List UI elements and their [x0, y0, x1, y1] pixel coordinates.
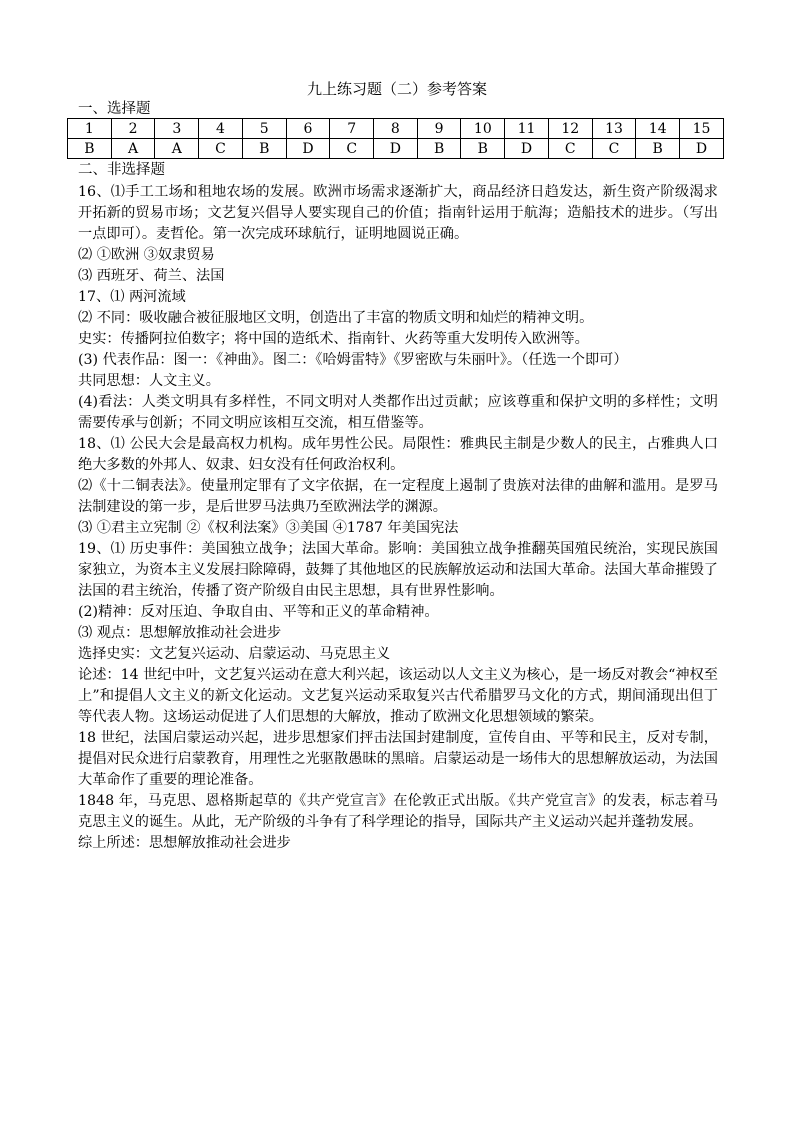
answer-cell: C	[592, 139, 636, 159]
answer-cell: B	[636, 139, 680, 159]
question-number-cell: 9	[417, 119, 461, 139]
answer-paragraph: ⑵ ①欧洲 ③奴隶贸易	[78, 247, 215, 263]
answer-cell: D	[680, 139, 724, 159]
question-number-cell: 2	[111, 119, 155, 139]
answer-cell: D	[374, 139, 418, 159]
answer-paragraph: 18、⑴ 公民大会是最高权力机构。成年男性公民。局限性：雅典民主制是少数人的民主，占雅典人口绝大多数的外邦人、奴隶、妇女没有任何政治权利。	[78, 436, 718, 473]
answer-paragraph: 综上所述：思想解放推动社会进步	[78, 835, 291, 851]
answer-paragraph: 史实：传播阿拉伯数字；将中国的造纸术、指南针、火药等重大发明传入欧洲等。	[78, 331, 589, 347]
answer-paragraph: 18 世纪，法国启蒙运动兴起，进步思想家们抨击法国封建制度，宣传自由、平等和民主，反对专制，提倡对民众进行启蒙教育，用理性之光驱散愚昧的黑暗。启蒙运动是一场伟大的思想解放运动，为法国大革命作了重要的理论准备。	[78, 730, 718, 788]
page-title: 九上练习题（二）参考答案	[306, 80, 487, 98]
question-number-cell: 14	[636, 119, 680, 139]
question-number-cell: 15	[680, 119, 724, 139]
answer-paragraph: 17、⑴ 两河流域	[78, 289, 186, 305]
answer-cell: C	[199, 139, 243, 159]
answer-cell: A	[111, 139, 155, 159]
answer-paragraph: 1848 年，马克思、恩格斯起草的《共产党宣言》在伦敦正式出版。《共产党宣言》的发表，标志着马克思主义的诞生。从此，无产阶级的斗争有了科学理论的指导，国际共产主义运动兴起并蓬勃发展。	[78, 793, 718, 830]
answer-paragraph: (2)精神：反对压迫、争取自由、平等和正义的革命精神。	[78, 604, 439, 620]
answer-paragraph: ⑶ 西班牙、荷兰、法国	[78, 268, 225, 284]
question-number-cell: 5	[242, 119, 286, 139]
answer-table	[67, 118, 724, 159]
answer-cell: C	[548, 139, 592, 159]
question-number-cell: 3	[155, 119, 199, 139]
answer-paragraph: 16、⑴手工工场和租地农场的发展。欧洲市场需求逐渐扩大，商品经济日趋发达，新生资产阶级渴求开拓新的贸易市场；文艺复兴倡导人要实现自己的价值；指南针运用于航海；造船技术的进步。（写出一点即可）。麦哲伦。第一次完成环球航行，证明地圆说正确。	[78, 184, 718, 242]
question-number-cell: 13	[592, 119, 636, 139]
answer-paragraph: 论述：14 世纪中叶，文艺复兴运动在意大利兴起，该运动以人文主义为核心，是一场反对教会“神权至上”和提倡人文主义的新文化运动。文艺复兴运动采取复兴古代希腊罗马文化的方式，期间涌现出但丁等代表人物。这场运动促进了人们思想的大解放，推动了欧洲文化思想领域的繁荣。	[78, 667, 718, 725]
answer-paragraph: ⑵ 不同：吸收融合被征服地区文明，创造出了丰富的物质文明和灿烂的精神文明。	[78, 310, 594, 326]
question-number-cell: 11	[505, 119, 549, 139]
section-heading-nonchoice: 二、非选择题	[78, 162, 165, 178]
question-number-cell: 6	[286, 119, 330, 139]
answer-cell: B	[242, 139, 286, 159]
table-row-answers	[68, 139, 724, 159]
answer-paragraph: (4)看法：人类文明具有多样性，不同文明对人类都作出过贡献；应该尊重和保护文明的多样性；文明需要传承与创新；不同文明应该相互交流，相互借鉴等。	[78, 394, 718, 431]
answer-paragraph: ⑵《十二铜表法》。使量刑定罪有了文字依据，在一定程度上遏制了贵族对法律的曲解和滥用。是罗马法制建设的第一步，是后世罗马法典乃至欧洲法学的渊源。	[78, 478, 718, 515]
answer-paragraph: (3) 代表作品：图一：《神曲》。图二：《哈姆雷特》《罗密欧与朱丽叶》。（任选一个即可）	[78, 352, 628, 368]
section-heading-choice: 一、选择题	[78, 101, 151, 117]
question-number-cell: 10	[461, 119, 505, 139]
table-row-numbers	[68, 119, 724, 139]
answer-cell: D	[286, 139, 330, 159]
answer-cell: B	[417, 139, 461, 159]
question-number-cell: 1	[68, 119, 112, 139]
answer-cell: D	[505, 139, 549, 159]
answer-paragraph: ⑶ 观点：思想解放推动社会进步	[78, 625, 282, 641]
answer-paragraph: 19、⑴ 历史事件：美国独立战争；法国大革命。影响：美国独立战争推翻英国殖民统治，实现民族国家独立，为资本主义发展扫除障碍，鼓舞了其他地区的民族解放运动和法国大革命。法国大革命摧毁了法国的君主统治，传播了资产阶级自由民主思想，具有世界性影响。	[78, 541, 718, 599]
answer-cell: A	[155, 139, 199, 159]
answer-cell: C	[330, 139, 374, 159]
answer-cell: B	[461, 139, 505, 159]
answer-cell: B	[68, 139, 112, 159]
answer-paragraph: 选择史实：文艺复兴运动、启蒙运动、马克思主义	[78, 646, 391, 662]
question-number-cell: 7	[330, 119, 374, 139]
answer-body	[78, 182, 718, 854]
question-number-cell: 4	[199, 119, 243, 139]
question-number-cell: 12	[548, 119, 592, 139]
answer-paragraph: 共同思想：人文主义。	[78, 373, 220, 389]
answer-paragraph: ⑶ ①君主立宪制 ②《权利法案》③美国 ④1787 年美国宪法	[78, 520, 459, 536]
question-number-cell: 8	[374, 119, 418, 139]
